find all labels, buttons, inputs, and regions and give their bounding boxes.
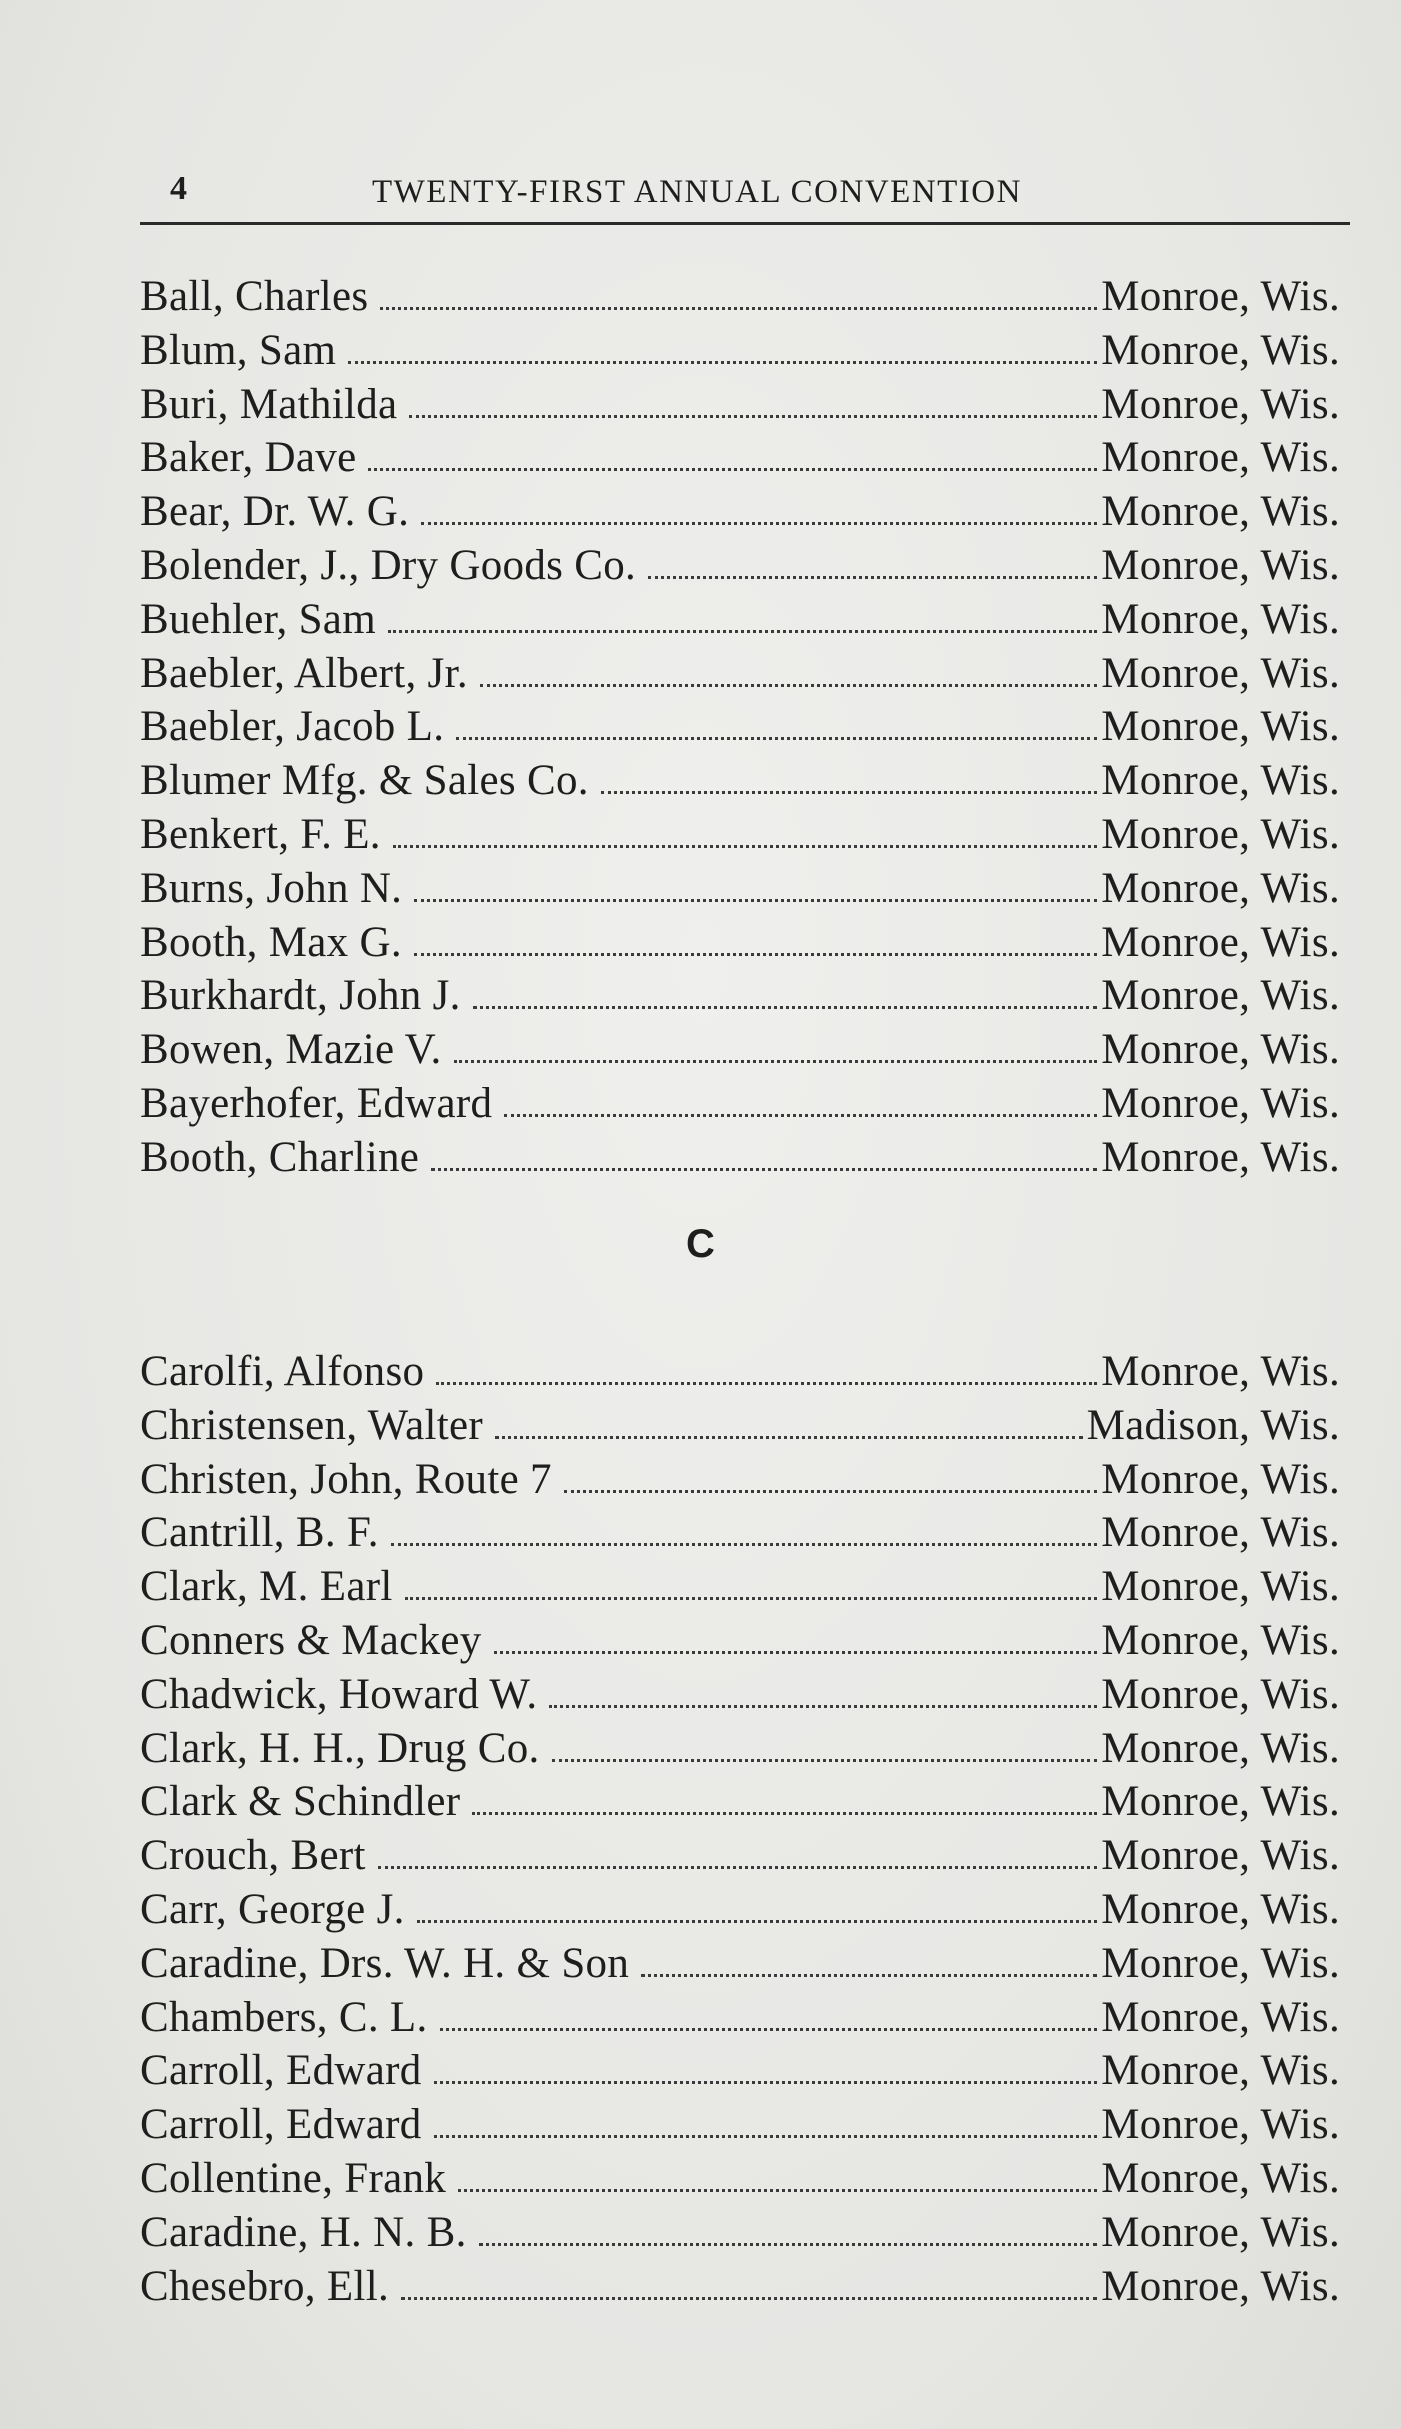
list-item	[140, 431, 1340, 485]
list-item	[140, 1937, 1340, 1991]
entry-name: Chesebro, Ell.	[140, 2262, 390, 2310]
entry-location: Madison, Wis.	[1086, 1401, 1340, 1449]
entry-name: Bayerhofer, Edward	[140, 1079, 493, 1127]
running-title: TWENTY-FIRST ANNUAL CONVENTION	[372, 174, 1022, 210]
list-item	[140, 324, 1340, 378]
entry-location: Monroe, Wis.	[1101, 1832, 1340, 1880]
dot-leader	[479, 2243, 1098, 2246]
list-item	[140, 1453, 1340, 1507]
entry-name: Baker, Dave	[140, 434, 357, 482]
entry-name: Buri, Mathilda	[140, 380, 398, 428]
entry-name: Cantrill, B. F.	[140, 1509, 379, 1557]
entry-name: Carr, George J.	[140, 1885, 405, 1933]
entry-location: Monroe, Wis.	[1101, 1348, 1340, 1395]
list-item	[140, 1131, 1340, 1185]
entry-location: Monroe, Wis.	[1101, 541, 1340, 589]
dot-leader	[440, 2028, 1098, 2031]
entry-name: Blumer Mfg. & Sales Co.	[140, 757, 589, 805]
entry-name: Carroll, Edward	[140, 2101, 422, 2149]
entry-name: Crouch, Bert	[140, 1832, 366, 1880]
dot-leader	[391, 1543, 1097, 1546]
list-item	[140, 2044, 1340, 2098]
dot-leader	[456, 737, 1097, 740]
list-item	[140, 647, 1340, 701]
page-number: 4	[170, 170, 187, 207]
entry-location: Monroe, Wis.	[1101, 2047, 1340, 2095]
entry-name: Ball, Charles	[140, 273, 369, 320]
entry-name: Caradine, H. N. B.	[140, 2208, 467, 2256]
dot-leader	[454, 1060, 1098, 1063]
entry-name: Benkert, F. E.	[140, 810, 381, 858]
list-item	[140, 969, 1340, 1023]
entry-name: Baebler, Albert, Jr.	[140, 649, 468, 697]
dot-leader	[472, 1812, 1097, 1815]
entry-location: Monroe, Wis.	[1101, 1778, 1340, 1826]
entry-location: Monroe, Wis.	[1101, 649, 1340, 697]
entry-location: Monroe, Wis.	[1101, 1026, 1340, 1074]
entry-name: Christensen, Walter	[140, 1401, 483, 1449]
list-item	[140, 1023, 1340, 1077]
list-item	[140, 1614, 1340, 1668]
dot-leader	[380, 307, 1097, 310]
entry-location: Monroe, Wis.	[1101, 757, 1340, 805]
entry-location: Monroe, Wis.	[1101, 326, 1340, 374]
entry-name: Blum, Sam	[140, 326, 337, 374]
list-item	[140, 1991, 1340, 2045]
section-heading-c: C	[686, 1222, 715, 1266]
entry-location: Monroe, Wis.	[1101, 1133, 1340, 1181]
list-item	[140, 1506, 1340, 1560]
entry-location: Monroe, Wis.	[1101, 1616, 1340, 1664]
list-item	[140, 485, 1340, 539]
entry-location: Monroe, Wis.	[1101, 488, 1340, 536]
dot-leader	[431, 1168, 1097, 1171]
dot-leader	[504, 1114, 1097, 1117]
dot-leader	[414, 953, 1097, 956]
dot-leader	[494, 1651, 1098, 1654]
list-item	[140, 539, 1340, 593]
entry-name: Buehler, Sam	[140, 595, 376, 643]
entry-location: Monroe, Wis.	[1101, 1509, 1340, 1557]
entry-name: Baebler, Jacob L.	[140, 703, 445, 751]
dot-leader	[564, 1490, 1097, 1493]
dot-leader	[421, 522, 1097, 525]
entry-location: Monroe, Wis.	[1101, 595, 1340, 643]
entry-location: Monroe, Wis.	[1101, 2101, 1340, 2149]
list-item	[140, 2260, 1340, 2314]
dot-leader	[648, 576, 1097, 579]
entry-location: Monroe, Wis.	[1101, 2208, 1340, 2256]
list-item	[140, 2098, 1340, 2152]
entry-name: Chambers, C. L.	[140, 1993, 428, 2041]
dot-leader	[405, 1597, 1098, 1600]
entry-location: Monroe, Wis.	[1101, 1939, 1340, 1987]
dot-leader	[473, 1006, 1098, 1009]
list-item	[140, 378, 1340, 432]
entry-name: Burkhardt, John J.	[140, 972, 461, 1020]
entry-location: Monroe, Wis.	[1101, 918, 1340, 966]
entry-location: Monroe, Wis.	[1101, 1993, 1340, 2041]
list-item	[140, 1399, 1340, 1453]
dot-leader	[641, 1974, 1097, 1977]
entry-name: Bolender, J., Dry Goods Co.	[140, 541, 637, 589]
entry-location: Monroe, Wis.	[1101, 1079, 1340, 1127]
entry-name: Carolfi, Alfonso	[140, 1348, 425, 1395]
entry-name: Burns, John N.	[140, 864, 403, 912]
entry-location: Monroe, Wis.	[1101, 380, 1340, 428]
page-header	[140, 170, 1350, 230]
list-item	[140, 2152, 1340, 2206]
list-item	[140, 1722, 1340, 1776]
entry-location: Monroe, Wis.	[1101, 1724, 1340, 1772]
list-item	[140, 1775, 1340, 1829]
list-item	[140, 916, 1340, 970]
dot-leader	[434, 2135, 1098, 2138]
entry-location: Monroe, Wis.	[1101, 273, 1340, 320]
list-item	[140, 1560, 1340, 1614]
dot-leader	[417, 1920, 1098, 1923]
dot-leader	[495, 1436, 1083, 1439]
dot-leader	[368, 468, 1097, 471]
section-c-list	[140, 1345, 1340, 2313]
entry-location: Monroe, Wis.	[1101, 703, 1340, 751]
dot-leader	[601, 791, 1097, 794]
dot-leader	[458, 2189, 1097, 2192]
dot-leader	[549, 1705, 1097, 1708]
list-item	[140, 593, 1340, 647]
entry-name: Booth, Charline	[140, 1133, 420, 1181]
entry-location: Monroe, Wis.	[1101, 864, 1340, 912]
header-rule	[140, 222, 1350, 225]
entry-location: Monroe, Wis.	[1101, 434, 1340, 482]
list-item	[140, 2206, 1340, 2260]
list-item	[140, 754, 1340, 808]
entry-name: Collentine, Frank	[140, 2154, 447, 2202]
entry-name: Bear, Dr. W. G.	[140, 488, 410, 536]
entry-location: Monroe, Wis.	[1101, 1670, 1340, 1718]
entry-name: Conners & Mackey	[140, 1616, 482, 1664]
list-item	[140, 270, 1340, 324]
list-item	[140, 808, 1340, 862]
entry-name: Booth, Max G.	[140, 918, 402, 966]
entry-name: Chadwick, Howard W.	[140, 1670, 538, 1718]
dot-leader	[552, 1759, 1098, 1762]
dot-leader	[409, 415, 1097, 418]
entry-name: Caradine, Drs. W. H. & Son	[140, 1939, 630, 1987]
dot-leader	[348, 361, 1097, 364]
dot-leader	[378, 1866, 1098, 1869]
entry-location: Monroe, Wis.	[1101, 2262, 1340, 2310]
dot-leader	[414, 899, 1097, 902]
list-item	[140, 1668, 1340, 1722]
dot-leader	[434, 2081, 1098, 2084]
entry-location: Monroe, Wis.	[1101, 1885, 1340, 1933]
dot-leader	[401, 2297, 1097, 2300]
entry-name: Clark, M. Earl	[140, 1563, 393, 1611]
entry-name: Carroll, Edward	[140, 2047, 422, 2095]
entry-name: Christen, John, Route 7	[140, 1455, 552, 1503]
dot-leader	[393, 845, 1097, 848]
list-item	[140, 1077, 1340, 1131]
entry-location: Monroe, Wis.	[1101, 972, 1340, 1020]
section-b-list	[140, 270, 1340, 1185]
entry-location: Monroe, Wis.	[1101, 1455, 1340, 1503]
list-item	[140, 700, 1340, 754]
list-item	[140, 862, 1340, 916]
entry-name: Clark & Schindler	[140, 1778, 461, 1826]
dot-leader	[480, 684, 1097, 687]
entry-name: Bowen, Mazie V.	[140, 1026, 442, 1074]
entry-location: Monroe, Wis.	[1101, 810, 1340, 858]
dot-leader	[388, 630, 1097, 633]
entry-location: Monroe, Wis.	[1101, 1563, 1340, 1611]
entry-location: Monroe, Wis.	[1101, 2154, 1340, 2202]
list-item	[140, 1345, 1340, 1399]
list-item	[140, 1883, 1340, 1937]
entry-name: Clark, H. H., Drug Co.	[140, 1724, 540, 1772]
list-item	[140, 1829, 1340, 1883]
dot-leader	[436, 1382, 1097, 1385]
